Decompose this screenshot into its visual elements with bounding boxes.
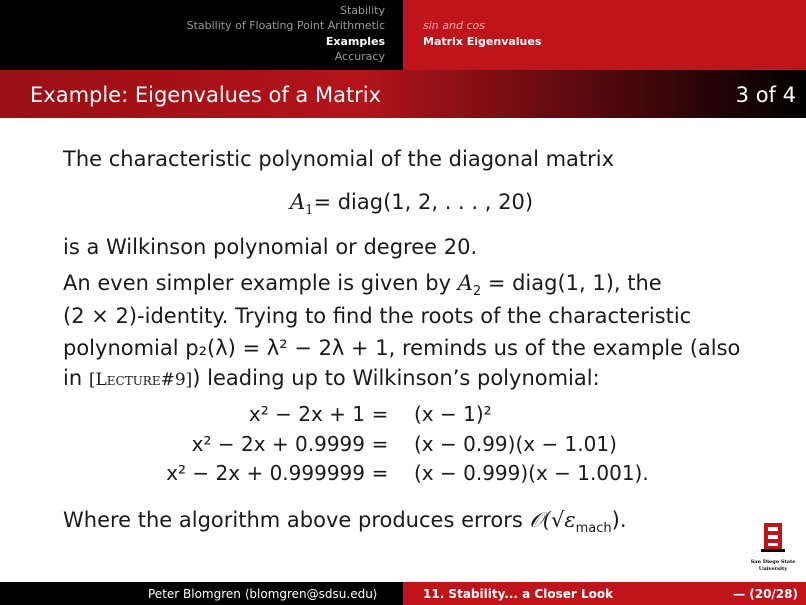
a2-symbol: A (457, 271, 473, 295)
equation-row-1-lhs: x² − 2x + 1 (248, 402, 365, 426)
nav-subsection-matrix-eigenvalues[interactable]: Matrix Eigenvalues (423, 35, 542, 48)
sdsu-emblem-icon (747, 521, 799, 555)
frame-title-bar (0, 70, 806, 118)
frame-title: Example: Eigenvalues of a Matrix (30, 83, 382, 107)
footer-author: Peter Blomgren ⟨blomgren@sdsu.edu⟩ (148, 587, 378, 601)
a2-subscript: 2 (472, 284, 482, 300)
equation-row-3-equals: = (371, 461, 389, 485)
equation-row-2-lhs: x² − 2x + 0.9999 (191, 432, 365, 456)
text-line-3 (63, 271, 662, 304)
nav-section-accuracy[interactable]: Accuracy (334, 50, 385, 63)
footer-lecture-title: 11. Stability... a Closer Look (423, 587, 614, 601)
subsection-nav (403, 0, 806, 70)
equation-row-2-rhs: (x − 0.99)(x − 1.01) (414, 432, 617, 456)
text-line-7 (63, 508, 627, 541)
footer-left (0, 582, 403, 605)
text-line-1: The characteristic polynomial of the diagonal matrix (63, 147, 615, 171)
error-order: 𝒪(√ε (529, 508, 576, 532)
text-line-5: polynomial p₂(λ) = λ² − 2λ + 1, reminds us of the example (also (63, 336, 741, 360)
a2-definition: = diag(1, 1), the (481, 271, 662, 295)
nav-section-examples[interactable]: Examples (325, 35, 385, 48)
equation-row-2-equals: = (371, 432, 389, 456)
equation-row-1-equals: = (371, 402, 389, 426)
line6-suffix: ) leading up to Wilkinson’s polynomial: (192, 366, 600, 390)
line3-text: An even simpler example is given by (63, 271, 458, 295)
epsilon-subscript: mach (575, 521, 612, 537)
navigation-bar (0, 0, 806, 70)
nav-section-floating-point[interactable]: Stability of Floating Point Arithmetic (186, 19, 385, 32)
a1-definition: = diag(1, 2, . . . , 20) (313, 190, 534, 214)
text-line-2: is a Wilkinson polynomial or degree 20. (63, 235, 478, 259)
line7-text: Where the algorithm above produces errors (63, 508, 530, 532)
equation-a1 (290, 190, 533, 223)
equation-row-3-lhs: x² − 2x + 0.999999 (166, 461, 365, 485)
a1-symbol: A (290, 190, 306, 214)
nav-section-stability[interactable]: Stability (339, 4, 385, 17)
frame-page-indicator: 3 of 4 (735, 83, 796, 107)
nav-subsection-sin-cos[interactable]: sin and cos (423, 19, 485, 32)
section-nav (0, 0, 403, 70)
equation-row-1-rhs: (x − 1)² (414, 402, 492, 426)
lecture-reference-link[interactable]: [Lecture#9] (88, 370, 193, 390)
footer-page-count: — (20/28) (733, 587, 798, 601)
sdsu-logo (747, 521, 799, 571)
text-line-4: (2 × 2)-identity. Trying to find the roots of the characteristic (63, 304, 692, 328)
logo-line-1: San Diego State (750, 559, 796, 565)
text-line-6 (63, 366, 600, 392)
a1-subscript: 1 (305, 203, 314, 219)
logo-line-2: University (758, 566, 788, 572)
logo-text (747, 559, 799, 573)
line6-prefix: in (63, 366, 89, 390)
equation-row-3-rhs: (x − 0.999)(x − 1.001). (414, 461, 649, 485)
footer-right (403, 582, 806, 605)
line7-end: ). (611, 508, 627, 532)
